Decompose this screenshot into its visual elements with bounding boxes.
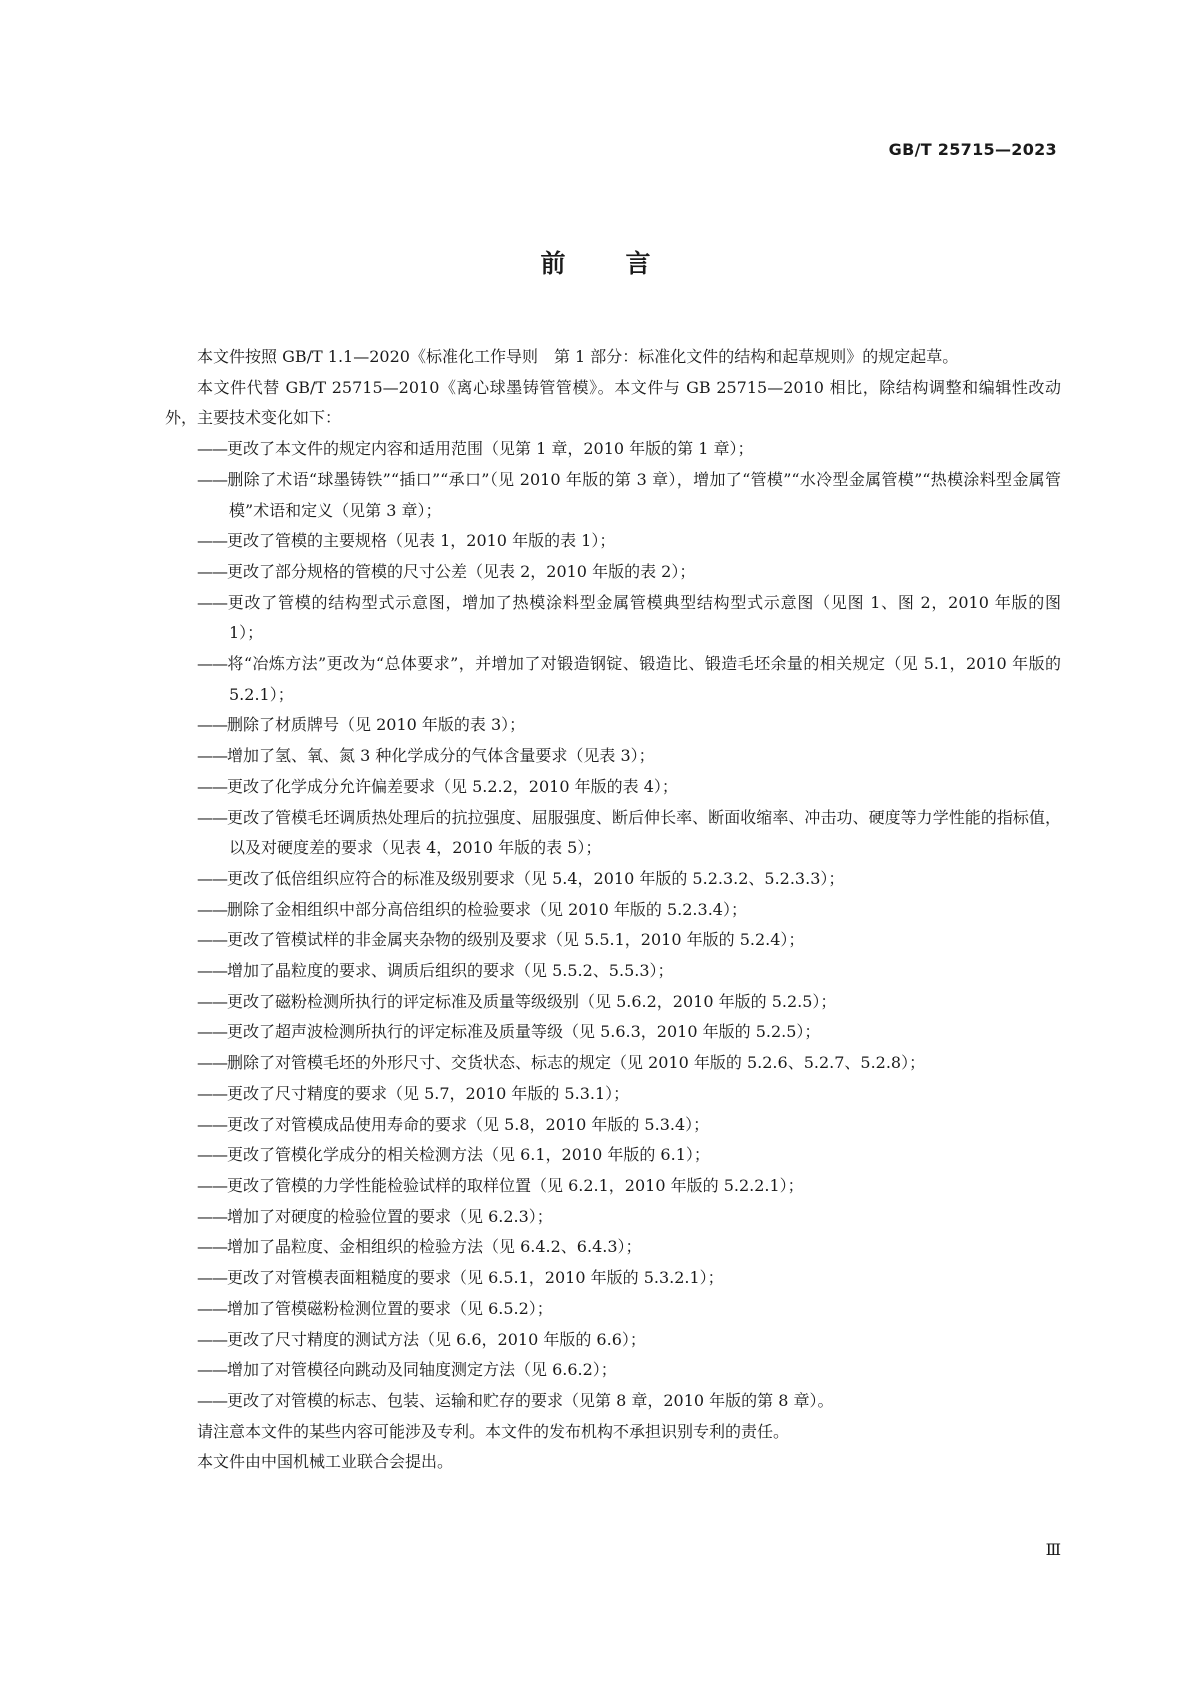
list-item-text: 更改了尺寸精度的测试方法（见 6.6，2010 年版的 6.6）； xyxy=(227,1329,646,1349)
list-dash: —— xyxy=(197,1206,227,1226)
list-item xyxy=(165,895,1061,926)
list-dash: —— xyxy=(197,899,227,919)
list-item xyxy=(165,741,1061,772)
list-dash: —— xyxy=(197,469,227,489)
list-dash: —— xyxy=(197,1114,227,1134)
list-item-text: 更改了对管模的标志、包装、运输和贮存的要求（见第 8 章，2010 年版的第 8 章）。 xyxy=(227,1390,834,1410)
list-item xyxy=(165,1325,1061,1356)
list-item-text: 更改了本文件的规定内容和适用范围（见第 1 章，2010 年版的第 1 章）； xyxy=(227,439,754,459)
list-dash: —— xyxy=(197,746,227,766)
list-dash: —— xyxy=(197,807,227,827)
standard-code: GB/T 25715—2023 xyxy=(888,140,1057,159)
list-item-text: 增加了晶粒度、金相组织的检验方法（见 6.4.2、6.4.3）； xyxy=(227,1237,642,1257)
list-item-text: 增加了对硬度的检验位置的要求（见 6.2.3）； xyxy=(227,1206,553,1226)
list-dash: —— xyxy=(197,654,227,674)
list-dash: —— xyxy=(197,961,227,981)
list-item-text: 删除了材质牌号（见 2010 年版的表 3）； xyxy=(227,715,526,735)
list-dash: —— xyxy=(197,1022,227,1042)
list-item xyxy=(165,526,1061,557)
list-item xyxy=(165,1079,1061,1110)
list-item-text: 删除了金相组织中部分高倍组织的检验要求（见 2010 年版的 5.2.3.4）； xyxy=(227,899,747,919)
list-dash: —— xyxy=(197,715,227,735)
list-dash: —— xyxy=(197,1083,227,1103)
page-title: 前言 xyxy=(540,249,711,278)
proposer-statement: 本文件由中国机械工业联合会提出。 xyxy=(197,1452,454,1472)
list-item xyxy=(165,1140,1061,1171)
list-dash: —— xyxy=(197,531,227,551)
list-item-text: 更改了对管模成品使用寿命的要求（见 5.8，2010 年版的 5.3.4）； xyxy=(227,1114,710,1134)
list-dash: —— xyxy=(197,1329,227,1349)
list-item-text: 增加了晶粒度的要求、调质后组织的要求（见 5.5.2、5.5.3）； xyxy=(227,961,674,981)
list-dash: —— xyxy=(197,1237,227,1257)
list-item-text: 将“冶炼方法”更改为“总体要求”，并增加了对锻造钢锭、锻造比、锻造毛坯余量的相关规定（见 5.1，2010 年版的 5.2.1）； xyxy=(227,654,1061,704)
list-item-text: 增加了管模磁粉检测位置的要求（见 6.5.2）； xyxy=(227,1298,553,1318)
list-item-text: 更改了管模毛坯调质热处理后的抗拉强度、屈服强度、断后伸长率、断面收缩率、冲击功、硬度等力学性能的指标值，以及对硬度差的要求（见表 4，2010 年版的表 5）； xyxy=(227,807,1061,858)
list-dash: —— xyxy=(197,1268,227,1288)
list-item xyxy=(165,1232,1061,1263)
list-item xyxy=(165,925,1061,956)
list-item xyxy=(165,434,1061,465)
list-item-text: 增加了对管模径向跳动及同轴度测定方法（见 6.6.2）； xyxy=(227,1360,617,1380)
list-item xyxy=(165,1202,1061,1233)
list-item xyxy=(165,1294,1061,1325)
replacement-paragraph: 本文件代替 GB/T 25715—2010《离心球墨铸管管模》。本文件与 GB 25715—2010 相比，除结构调整和编辑性改动外，主要技术变化如下： xyxy=(165,377,1061,428)
list-item-text: 更改了管模化学成分的相关检测方法（见 6.1，2010 年版的 6.1）； xyxy=(227,1145,710,1165)
list-item xyxy=(165,1386,1061,1417)
list-dash: —— xyxy=(197,1175,227,1195)
list-item xyxy=(165,956,1061,987)
list-dash: —— xyxy=(197,1298,227,1318)
list-item-text: 更改了磁粉检测所执行的评定标准及质量等级级别（见 5.6.2，2010 年版的 5.2.5）； xyxy=(227,991,837,1011)
list-dash: —— xyxy=(197,1053,227,1073)
list-item xyxy=(165,1017,1061,1048)
list-item xyxy=(165,1263,1061,1294)
list-item-text: 更改了低倍组织应符合的标准及级别要求（见 5.4，2010 年版的 5.2.3.2、5.2.3.3）； xyxy=(227,868,845,888)
list-item-text: 更改了尺寸精度的要求（见 5.7，2010 年版的 5.3.1）； xyxy=(227,1083,630,1103)
list-item-text: 更改了管模试样的非金属夹杂物的级别及要求（见 5.5.1，2010 年版的 5.2.4）； xyxy=(227,930,805,950)
list-item xyxy=(165,1048,1061,1079)
list-dash: —— xyxy=(197,776,227,796)
list-item xyxy=(165,588,1061,649)
list-item xyxy=(165,1171,1061,1202)
list-dash: —— xyxy=(197,439,227,459)
technical-changes-list xyxy=(165,434,1061,1417)
list-dash: —— xyxy=(197,1360,227,1380)
list-item xyxy=(165,772,1061,803)
list-item-text: 更改了超声波检测所执行的评定标准及质量等级（见 5.6.3，2010 年版的 5.2.5）； xyxy=(227,1022,821,1042)
list-item xyxy=(165,710,1061,741)
list-item-text: 删除了术语“球墨铸铁”“插口”“承口”（见 2010 年版的第 3 章），增加了“管模”“水冷型金属管模”“热模涂料型金属管模”术语和定义（见第 3 章）； xyxy=(227,469,1061,520)
list-item-text: 删除了对管模毛坯的外形尺寸、交货状态、标志的规定（见 2010 年版的 5.2.6、5.2.7、5.2.8）； xyxy=(227,1053,926,1073)
list-dash: —— xyxy=(197,561,227,581)
preface-body xyxy=(165,342,1061,1478)
page-number: Ⅲ xyxy=(1045,1540,1061,1559)
list-dash: —— xyxy=(197,991,227,1011)
list-dash: —— xyxy=(197,1390,227,1410)
drafting-rules-paragraph: 本文件按照 GB/T 1.1—2020《标准化工作导则 第 1 部分：标准化文件的结构和起草规则》的规定起草。 xyxy=(197,347,959,366)
list-item-text: 更改了管模的主要规格（见表 1，2010 年版的表 1）； xyxy=(227,531,616,551)
list-item xyxy=(165,465,1061,526)
list-item xyxy=(165,1110,1061,1141)
list-dash: —— xyxy=(197,1145,227,1165)
list-item xyxy=(165,557,1061,588)
list-dash: —— xyxy=(197,868,227,888)
list-item-text: 更改了管模的力学性能检验试样的取样位置（见 6.2.1，2010 年版的 5.2.2.1）； xyxy=(227,1175,804,1195)
list-item xyxy=(165,1355,1061,1386)
list-item-text: 更改了部分规格的管模的尺寸公差（见表 2，2010 年版的表 2）； xyxy=(227,561,696,581)
list-dash: —— xyxy=(197,592,227,612)
list-item-text: 更改了对管模表面粗糙度的要求（见 6.5.1，2010 年版的 5.3.2.1）； xyxy=(227,1268,724,1288)
list-item xyxy=(165,803,1061,864)
list-item xyxy=(165,987,1061,1018)
list-item-text: 增加了氢、氧、氮 3 种化学成分的气体含量要求（见表 3）； xyxy=(227,746,655,766)
list-item-text: 更改了管模的结构型式示意图，增加了热模涂料型金属管模典型结构型式示意图（见图 1、图 2，2010 年版的图 1）； xyxy=(227,592,1061,643)
list-item xyxy=(165,649,1061,710)
list-item-text: 更改了化学成分允许偏差要求（见 5.2.2，2010 年版的表 4）； xyxy=(227,776,678,796)
patent-note: 请注意本文件的某些内容可能涉及专利。本文件的发布机构不承担识别专利的责任。 xyxy=(197,1421,790,1441)
list-item xyxy=(165,864,1061,895)
list-dash: —— xyxy=(197,930,227,950)
